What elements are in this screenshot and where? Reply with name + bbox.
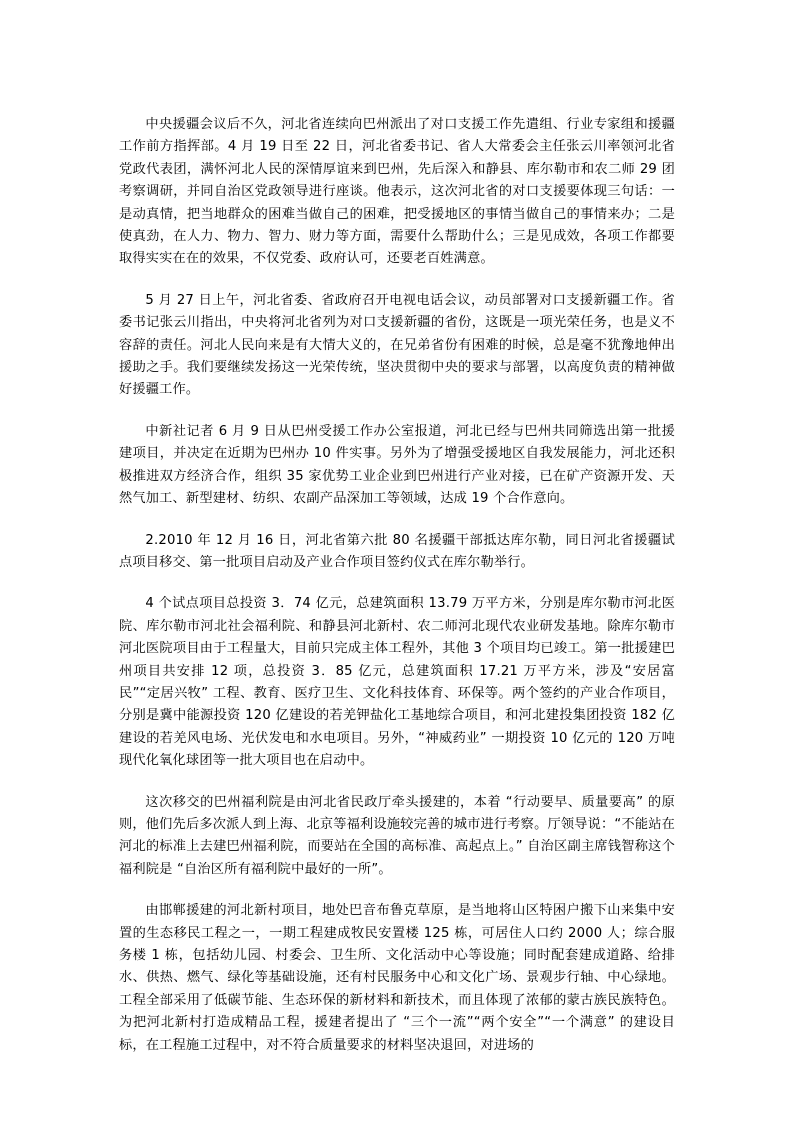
paragraph-hebei-new-village: 由邯郸援建的河北新村项目，地处巴音布鲁克草原，是当地将山区特困户搬下山来集中安置的生态移民工程之一，一期工程建成牧民安置楼 125 栋，可居住人口约 2000 人；综合服务楼 1 栋，包括幼儿园、村委会、卫生所、文化活动中心等设施；同时配套建成道路、给排水、供热、燃气、绿化等基础设施，还有村民服务中心和文化广场、景观步行轴、中心绿地。工程全部采用了低碳节能、生态环保的新材料和新技术，而且体现了浓郁的蒙古族民族特色。为把河北新村打造成精品工程，援建者提出了 “三个一流”“两个安全”“一个满意” 的建设目标，在工程施工过程中，对不符合质量要求的材料坚决退回，对进场的	[119, 903, 675, 1053]
paragraph-welfare-home: 这次移交的巴州福利院是由河北省民政厅牵头援建的，本着 “行动要早、质量要高” 的原则，他们先后多次派人到上海、北京等福利设施较完善的城市进行考察。厅领导说：“不能站在河北的标准上去建巴州福利院，而要站在全国的高标准、高起点上。” 自治区副主席钱智称这个福利院是 “自治区所有福利院中最好的一所”。	[119, 794, 675, 877]
paragraph-provincial-teleconference: 5 月 27 日上午，河北省委、省政府召开电视电话会议，动员部署对口支援新疆工作。省委书记张云川指出，中央将河北省列为对口支援新疆的省份，这既是一项光荣任务，也是义不容辞的责任。河北人民向来是有大情大义的，在兄弟省份有困难的时候，总是毫不犹豫地伸出援助之手。我们要继续发扬这一光荣传统，坚决贯彻中央的要求与部署，以高度负责的精神做好援疆工作。	[119, 292, 675, 398]
paragraph-first-batch-projects: 中新社记者 6 月 9 日从巴州受援工作办公室报道，河北已经与巴州共同筛选出第一批援建项目，并决定在近期为巴州办 10 件实事。另外为了增强受援地区自我发展能力，河北还积极推进双方经济合作，组织 35 家优势工业企业到巴州进行产业对接，已在矿产资源开发、天然气加工、新型建材、纺织、农副产品深加工等领域，达成 19 个合作意向。	[119, 423, 675, 507]
paragraph-hebei-delegation-visit: 中央援疆会议后不久，河北省连续向巴州派出了对口支援工作先遣组、行业专家组和援疆工作前方指挥部。4 月 19 日至 22 日，河北省委书记、省人大常委会主任张云川率领河北省党政代表团，满怀河北人民的深情厚谊来到巴州，先后深入和静县、库尔勒市和农二师 29 团考察调研，并同自治区党政领导进行座谈。他表示，这次河北省的对口支援要体现三句话：一是动真情，把当地群众的困难当做自己的困难，把受援地区的事情当做自己的事情来办；二是使真劲，在人力、物力、智力、财力等方面，需要什么帮助什么；三是见成效，各项工作都要取得实实在在的效果，不仅党委、政府认可，还要老百姓满意。	[119, 117, 675, 267]
paragraph-sixth-batch-cadres: 2.2010 年 12 月 16 日，河北省第六批 80 名援疆干部抵达库尔勒，同日河北省援疆试点项目移交、第一批项目启动及产业合作项目签约仪式在库尔勒举行。	[119, 532, 675, 570]
document-body	[119, 114, 675, 1076]
paragraph-pilot-projects-investment: 4 个试点项目总投资 3．74 亿元，总建筑面积 13.79 万平方米，分别是库尔勒市河北医院、库尔勒市河北社会福利院、和静县河北新村、农二师河北现代农业研发基地。除库尔勒市河北医院项目由于工程量大，目前只完成主体工程外，其他 3 个项目均已竣工。第一批援建巴州项目共安排 12 项，总投资 3．85 亿元，总建筑面积 17.21 万平方米，涉及“安居富民”“定居兴牧” 工程、教育、医疗卫生、文化科技体育、环保等。两个签约的产业合作项目，分别是冀中能源投资 120 亿建设的若羌钾盐化工基地综合项目，和河北建投集团投资 182 亿建设的若羌风电场、光伏发电和水电项目。另外，“神威药业” 一期投资 10 亿元的 120 万吨现代化氧化球团等一批大项目也在启动中。	[119, 596, 675, 769]
